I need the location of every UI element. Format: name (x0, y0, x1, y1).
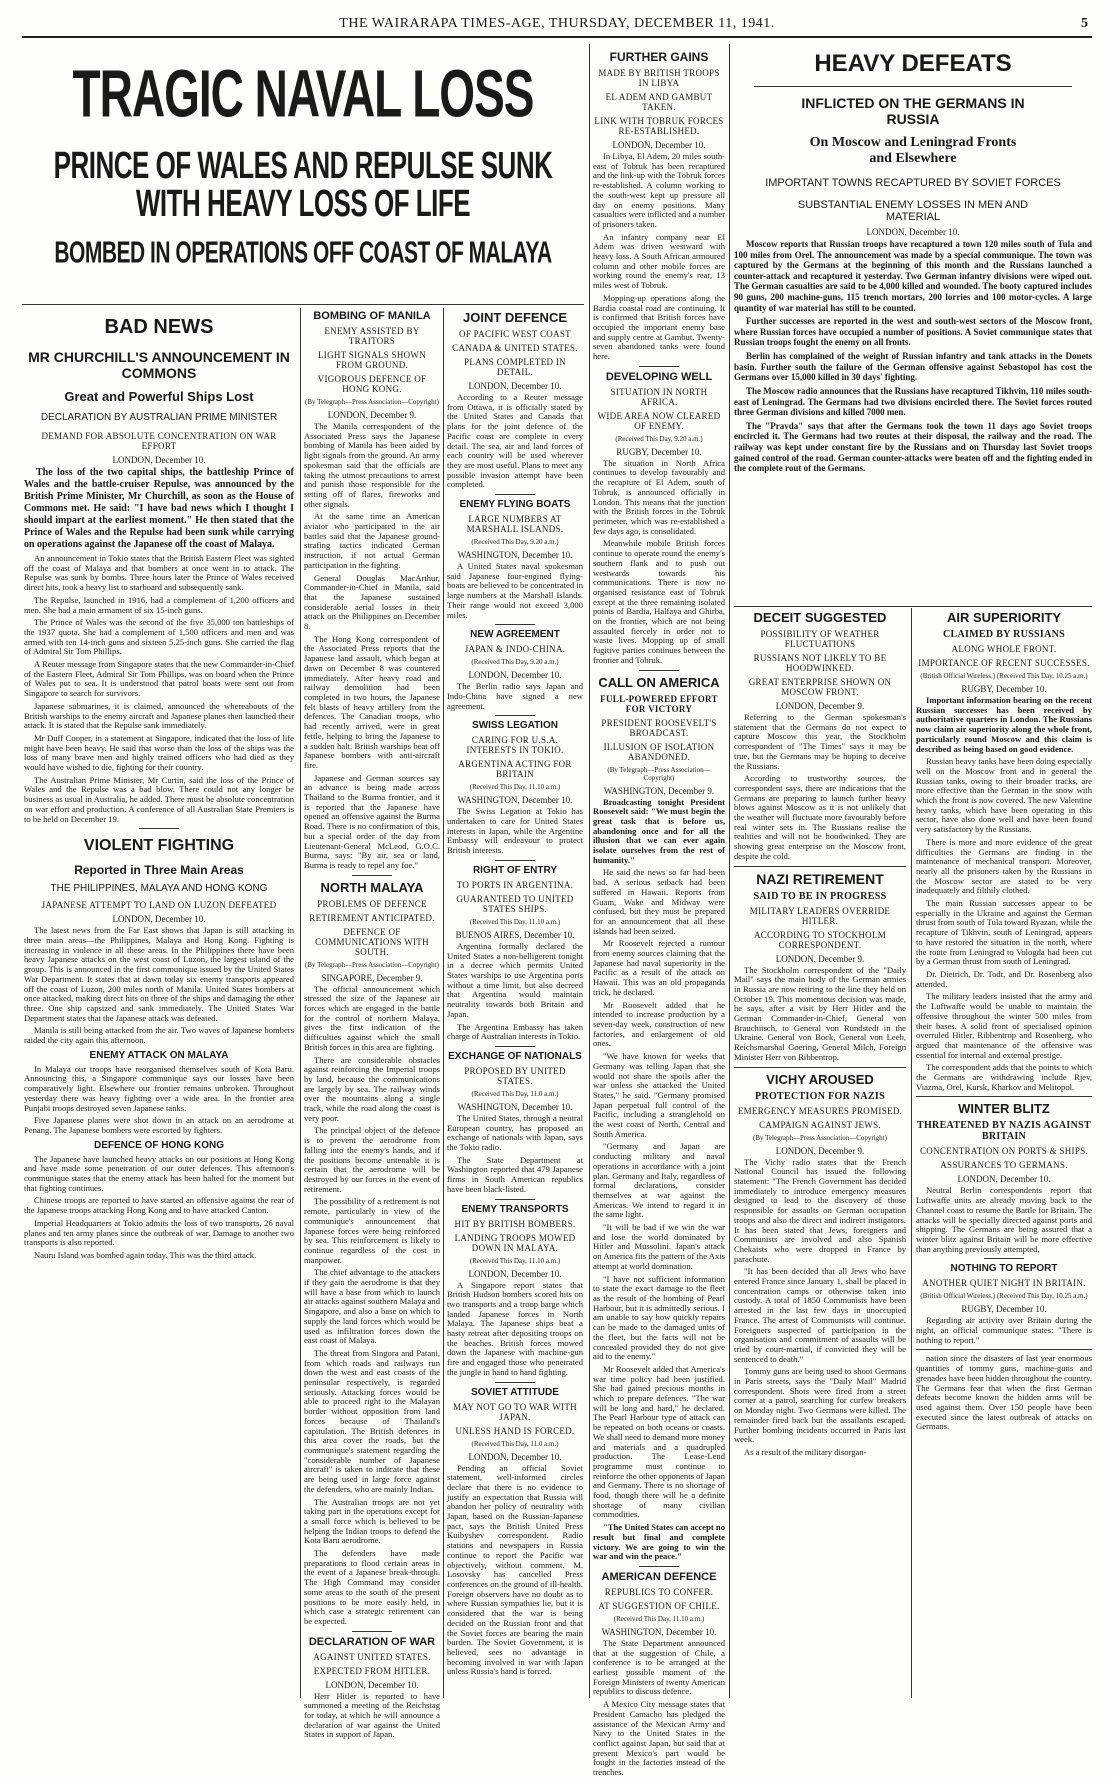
deceit-deck: GREAT ENTERPRISE SHOWN ON MOSCOW FRONT. (748, 677, 892, 697)
air-heading: AIR SUPERIORITY (946, 610, 1062, 625)
article-air-superiority (916, 610, 1092, 1696)
nazi-deck: MILITARY LEADERS OVERRIDE HITLER. (749, 905, 891, 926)
paragraph: Argentina formally declared the United States a non-belligerent tonight in a decree which permits United States warships to use Argentina ports without a time limit, but also decreed that Argentina would maintain neutrality towards both Britain and Japan. (447, 940, 583, 1019)
paragraph: The Vichy radio states that the French National Council has issued the following statement: "The French Government has decided immediately to introduce emergency measures designed to lead to the discovery of those responsible for assaults on German occupation troops and also the direct and indirect instigators. It has been stated that Jews, foreigners and Communists are involved and also Spanish Chekaists who were dropped in France by parachute. (734, 1156, 906, 1264)
paragraph: In Malaya our troops have reorganised themselves south of Kota Baru. Announcing this, a Singapore communique says our losses have been comparatively light. Elsewhere our frontier remains unbroken. Throughout yesterday there was heavy fighting over a wide area. In the frontier area Punjabi troops destroyed seven Japanese tanks. (24, 1063, 294, 1113)
swiss-heading: SWISS LEGATION (472, 720, 558, 732)
north-malaya-dateline: SINGAPORE, December 9. (321, 972, 423, 983)
vichy-dateline: LONDON, December 9. (775, 1145, 865, 1156)
paragraph: The State Department announced that at the suggestion of Chile, a conference is to be arranged at the earliest possible moment of the Foreign Ministers of twenty American republics to discuss defence. (593, 1637, 725, 1697)
divider (639, 1566, 679, 1567)
agreement-dateline: LONDON, December 10. (468, 670, 562, 681)
winter-dateline: LONDON, December 10. (957, 1174, 1051, 1185)
heavy-heading: HEAVY DEFEATS (814, 50, 1012, 77)
developing-dateline: RUGBY, December 10. (616, 446, 702, 457)
call-heading: CALL ON AMERICA (598, 674, 720, 690)
paragraph: Mr Duff Cooper, in a statement at Singapore, indicated that the loss of life might have been heavy. He said that worse than the loss of the ships was the loss of many brave men and highly trained officers who had died as they would have wished to die, fighting for their country. (24, 732, 294, 773)
nazi-heading: NAZI RETIREMENT (756, 870, 884, 887)
air-dateline: RUGBY, December 10. (961, 684, 1047, 694)
paragraph: Berlin has complained of the weight of Russian infantry and tank attacks in the Donets basin. Further south the failure of the German offensive against Sebastopol has cost the Germans over 15,000 killed in 30 days' fighting. (734, 351, 1092, 383)
paragraph: Pending an official Soviet statement, well-informed circles declare that there is no evidence to justify an expectation that Russia will abandon her policy of neutrality with Japan, based on the Russian-Japanese pact, says the British United Press Kuibyshev correspondent. Radio stations and newspapers in Russia continue to report the Pacific war objectively, without comment. M. Losovsky has cancelled Press conferences on the ground of ill-health. Foreign observers have no doubt as to where Russian sympathies lie, but it is considered that the war is being decided on the Russian front and that the Soviet forces are bearing the main burden. The Soviet Government, it is believed, sees no advantage in becoming involved in war with Japan unless Russia's hand is forced. (447, 1462, 583, 1677)
divider (984, 1258, 1024, 1259)
paragraph: The official announcement which stressed the size of the Japanese air forces which are engaged in the battle for the control of northern Malaya, gives the first indication of the difficulties against which the small British forces in this area are fighting. (304, 983, 440, 1052)
subhead-prince-of-wales: PRINCE OF WALES AND REPULSE SUNK (53, 143, 553, 187)
paragraph: Herr Hitler is reported to have summoned a meeting of the Reichstag for today, at which he will announce a declaration of war against the United States in support of Japan. (304, 1690, 440, 1740)
north-malaya-deck: DEFENCE OF COMMUNICATIONS WITH SOUTH. (315, 926, 429, 957)
heavy-fronts: On Moscow and Leningrad Fronts and Elsewhere (809, 135, 1017, 166)
divider (495, 494, 535, 495)
flying-boats-dateline: WASHINGTON, December 10. (457, 550, 573, 561)
paragraph: Imperial Headquarters at Tokio admits the loss of two transports, 26 naval planes and ten army planes since the outbreak of war. Damage to another two transports is also reported. (24, 1217, 294, 1248)
paragraph: "Germany and Japan are conducting military and naval operations in accordance with a joint plan. Germany and Italy, regardless of formal declarations, consider themselves at war against the Americas. We intend to regard it in the same light. (593, 1141, 725, 1220)
bad-news-dateline: LONDON, December 10. (112, 455, 206, 465)
paragraph: The Prince of Wales was the second of the five 35,000 ton battleships of the 1937 quota. She had a complement of 1,500 officers and men and was armed with ten 14-inch guns and sixteen 5.25-inch guns. She carried the flag of Admiral Sir Tom Phillips. (24, 617, 294, 657)
column-rule (729, 44, 730, 1698)
paragraph: Moscow reports that Russian troops have recaptured a town 120 miles south of Tula and 100 miles from Orel. The announcement was made by a special communique. The town was captured by the Germans at the beginning of this month and the Russians launched a counter-attack and recaptured it yesterday. Two German infantry divisions were wiped out. The German casualties are said to be 4,000 killed and wounded. The booty captured includes 90 guns, 200 machine-guns, 115 trench mortars, 200 lorries and 100 motor-cycles. A large quantity of war material has still to be counted. (734, 239, 1092, 313)
credit-line: (By Telegraph—Press Association—Copyright) (305, 398, 439, 406)
subhead-heavy-loss: WITH HEAVY LOSS OF LIFE (135, 181, 471, 225)
vichy-deck: EMERGENCY MEASURES PROMISED. (737, 1105, 903, 1116)
article-bad-news (24, 310, 294, 1696)
swiss-deck: CARING FOR U.S.A. INTERESTS IN TOKIO. (466, 735, 564, 756)
paragraph: The chief advantage to the attackers if they gain the aerodrome is that they will have a base from which to launch air attacks against southern Malaya and Singapore, and also a base on which to supply the land forces which would be used as infiltration forces down the east coast of Malaya. (304, 1267, 440, 1346)
joint-heading: JOINT DEFENCE (462, 310, 567, 325)
paragraph: A Singapore report states that British Hudson bombers scored hits on two transports and a troop barge which landed Japanese forces in North Malaya. The Japanese ships beat a hasty retreat after depositing troops on the beaches. British forces mowed down the Japanese with machine-gun fire and engaged those who penetrated the jungle in hand to hand fighting. (447, 1279, 583, 1377)
paragraph: Mr Roosevelt added that America's war time policy had been justified. She had gained precious months in which to prepare defences. "The war will be long and hard," he declared. The Pearl Harbour type of attack can be repeated on both oceans or coasts. We shall need to demand more money and materials and a quadrupled production. The Lease-Lend programme must continue to reinforce the other opponents of Japan and Germany. There is no shortage of food, though there will be a definite shortage of many civilian commodities. (593, 1363, 725, 1520)
paragraph: The threat from Singora and Patani, from which roads and railways run down the west and east coasts of the peninsular respectively, is regarded seriously. Attacking forces would be able to proceed right to the Malayan border without opposition from land forces because of Thailand's capitulation. The British defences in this area cover the roads, but the communique's statement regarding the "considerable number of Japanese aircraft" is taken to indicate that these are being used in large force against the defenders, who are mainly Indian. (304, 1347, 440, 1494)
article-joint-defence (447, 310, 583, 1696)
bad-news-deck: DEMAND FOR ABSOLUTE CONCENTRATION ON WAR EFFORT (41, 431, 277, 451)
manila-deck: VIGOROUS DEFENCE OF HONG KONG. (317, 374, 427, 394)
american-deck: REPUBLICS TO CONFER. (604, 1586, 714, 1597)
north-malaya-deck: RETIREMENT ANTICIPATED. (309, 912, 435, 923)
paragraph: Meanwhile mobile British forces continue to operate round the enemy's southern flank and to push out westwards towards his communications. There is now no organised resistance east of Tobruk except at the three remaining isolated points of Bardia, Halfaya and Ghirba, on the frontier, which are not being assaulted fiercely in order not to waste lives. Mopping up of small fugitive parties continues between the frontier and Tobruk. (593, 538, 725, 665)
vichy-heading: VICHY AROUSED (766, 1071, 874, 1087)
paragraph: The defenders have made preparations to flood certain areas in the event of a Japanese break-through. The High Command may consider some areas to the south of the present positions to be more easily held, in which case a strategic retirement can be expected. (304, 1548, 440, 1626)
manila-heading: BOMBING OF MANILA (313, 310, 431, 322)
credit-line: (By Telegraph—Press Association—Copyright) (753, 1133, 887, 1142)
transports-heading: ENEMY TRANSPORTS (461, 1203, 569, 1215)
nothing-dateline: RUGBY, December 10. (961, 1304, 1047, 1315)
air-deck: IMPORTANCE OF RECENT SUCCESSES. (918, 658, 1090, 668)
column-rule (911, 608, 912, 1698)
credit-line: (Received This Day, 9.20 a.m.) (471, 538, 559, 547)
paragraph: The Hong Kong correspondent of the Associated Press reports that the Japanese land assault, which began at dawn on December 8 was countered immediately. After heavy road and railway demolition had been completed in two hours, the Japanese felt blasts of heavy artillery from the defences. The Canadian troops, who had recently arrived, were in great fettle, helping to bring the Japanese to a sudden halt. British warships beat off Japanese bombers with anti-aircraft fire. (304, 633, 440, 770)
north-malaya-deck: PROBLEMS OF DEFENCE (317, 898, 427, 909)
violent-subhead: Reported in Three Main Areas (74, 863, 244, 878)
paragraph: The United States, through a neutral European country, has proposed an exchange of nationals with Japan, says the Tokio radio. (447, 1112, 583, 1153)
paragraph: The possibility of a retirement is not remote, particularly in view of the communique's announcement that Japanese forces were being reinforced by sea. This reinforcement is likely to continue regardless of the cost in manpower. (304, 1196, 440, 1265)
call-dateline: WASHINGTON, December 9. (603, 785, 715, 796)
paragraph: According to trustworthy sources, the correspondent says, there are indications that the Germans are preparing to launch further heavy blows against Moscow as it is not unlikely that the weather will fluctuate more favourably before real winter sets in. The Russians realise the realities and will not be hoodwinked. They are showing great enterprise on the Moscow front, despite the cold. (734, 773, 906, 861)
deceit-heading: DECEIT SUGGESTED (753, 610, 887, 625)
divider (495, 1382, 535, 1383)
divider (139, 828, 179, 829)
joint-deck: PLANS COMPLETED IN DETAIL. (464, 357, 566, 377)
credit-line: (Received This Day, 11.10 a.m.) (613, 1614, 705, 1623)
lead-headlines (22, 44, 584, 300)
deceit-deck: POSSIBILITY OF WEATHER FLUCTUATIONS (760, 629, 880, 649)
soviet-heading: SOVIET ATTITUDE (471, 1386, 559, 1398)
agreement-heading: NEW AGREEMENT (470, 629, 560, 641)
paragraph: The Manila correspondent of the Associated Press says the Japanese bombing of Manila has been aided by light signals from the ground. An army spokesman said that the officials are taking the utmost precautions to arrest and punish those responsible for the setting off of flares, fireworks and other signals. (304, 421, 440, 509)
paragraph: Russian heavy tanks have been doing especially well on the Moscow front and in general the Russian tanks, owing to their broader tracks, are more effective than the German in the snow with which the front is now covered. The new Valentine heavy tanks, which have been operating in this sector, have also done well and have been found very satisfactory by the Russians. (916, 756, 1092, 835)
credit-line: (British Official Wireless.) (Received This Day, 10.25 a.m.) (920, 1292, 1088, 1301)
divider (495, 624, 535, 625)
deceit-deck: RUSSIANS NOT LIKELY TO BE HOODWINKED. (753, 653, 887, 673)
paragraph: The military leaders insisted that the army and the Luftwaffe would be unable to maintain the offensive throughout the winter 500 miles from their bases. A solid front of specialised opinion overruled Hitler, Ribbentrop and Rosenberg, who argued that maintenance of the offensive was essential for internal and external prestige. (916, 991, 1092, 1060)
transports-deck: HIT BY BRITISH BOMBERS. (454, 1218, 576, 1229)
paragraph: "It will be bad if we win the war and lose the world dominated by Hitler and Mussolini. Japan's attack on America fits the pattern of the Axis attempt at world domination. (593, 1222, 725, 1271)
nazi-dateline: LONDON, December 9. (775, 953, 865, 964)
paragraph: Mopping-up operations along the Bardia coastal road are continuing. It is confirmed that British forces have occupied the important enemy base and supply centre at Gambut. Twenty-seven abandoned tanks were found here. (593, 292, 725, 362)
paragraph: The State Department at Washington reported that 479 Japanese firms in South American republics have been black-listed. (447, 1154, 583, 1194)
credit-line: (Received This Day, 9.20 a.m.) (615, 434, 703, 443)
credit-line: (Received This Day, 9.20 a.m.) (471, 658, 559, 667)
paragraph: The Swiss Legation at Tokio has undertaken to care for United States interests in Japan, while the Argentine Embassy will endeavour to protect British interests. (447, 806, 583, 856)
further-deck: EL ADEM AND GAMBUT TAKEN. (605, 92, 713, 112)
right-entry-heading: RIGHT OF ENTRY (472, 864, 558, 876)
rule (734, 1067, 906, 1068)
article-heavy-defeats (734, 46, 1092, 604)
rule-heavy (734, 606, 1092, 607)
declaration-heading: DECLARATION OF WAR (308, 1635, 436, 1648)
paragraph: Tommy guns are being used to shoot Germans in Paris streets, says the "Daily Mail" Madrid correspondent. Shots were fired from a street corner at a patrol, searching for curfew breakers on Monday night. Two Germans were killed. The remainder fired back but the assailants escaped. Further bombing incidents occurred in Paris last week. (734, 1366, 906, 1445)
paragraph: The Australian Prime Minister, Mr Curtin, said the loss of the Prince of Wales and the Repulse was a bad blow. There could not any longer be business as usual in Australia, he added. There must be absolute concentration on war effort and production. A conference of all Australian State Premiers is to be held on December 19. (24, 774, 294, 824)
air-deck: CLAIMED BY RUSSIANS (942, 629, 1066, 640)
deceit-dateline: LONDON, December 9. (775, 701, 865, 711)
right-entry-deck: TO PORTS IN ARGENTINA. (456, 879, 574, 890)
column-rule (443, 308, 444, 1698)
paragraph: Nauru Island was bombed again today. This was the third attack. (34, 1249, 257, 1260)
exchange-heading: EXCHANGE OF NATIONALS (448, 1050, 582, 1062)
winter-deck: ASSURANCES TO GERMANS. (940, 1160, 1068, 1171)
paragraph: Broadcasting tonight President Roosevelt said: "We must begin the great task that is before us, abandoning once and for all the illusion that we can ever again isolate ourselves from the rest of humanity." (593, 796, 725, 865)
further-dateline: LONDON, December 10. (612, 140, 706, 150)
paragraph: "We have known for weeks that Germany was telling Japan that she would not share the spoils after the war unless she attacked the United States," he said. "Germany promised Japan perpetual full control of the Pacific, including a stranglehold on the west coast of North, Central and South America. (593, 1051, 725, 1139)
paragraph: The correspondent adds that the points to which the Germans are withdrawing include Rjev, Viazma, Orel, Kursk, Kharkov and Melitopol. (916, 1062, 1092, 1092)
violent-areas: THE PHILIPPINES, MALAYA AND HONG KONG (50, 883, 268, 895)
vichy-deck: CAMPAIGN AGAINST JEWS. (759, 1119, 881, 1130)
call-deck: FULL-POWERED EFFORT FOR VICTORY (600, 693, 718, 714)
rule (734, 866, 906, 867)
winter-deck: CONCENTRATION ON PORTS & SHIPS. (919, 1146, 1089, 1157)
paragraph: In Libya, El Adem, 20 miles south-east of Tobruk has been recaptured and the link-up with the Tobruk forces re-established. A column working to the south-west kept up pressure all day on enemy positions. Many casualties were inflicted and a number of prisoners taken. (593, 151, 725, 229)
paragraph: A Mexico City message states that President Camacho has pledged the assistance of the Mexican Army and Navy to the United States in the conflict against Japan, but said that at present Mexico's part would be fought in the factories instead of the trenches. (593, 1699, 725, 1778)
heavy-dateline: LONDON, December 10. (866, 227, 960, 237)
joint-deck: CANADA & UNITED STATES. (452, 343, 578, 353)
paragraph: The Repulse, launched in 1916, had a complement of 1,200 officers and men. She had a main armament of six 15-inch guns. (24, 594, 294, 615)
paragraph: According to a Reuter message from Ottawa, it is officially stated by the United States and Canada that plans for the joint defence of the Pacific coast are complete in every detail. The sea, air and land forces of each country will be used wherever they are most useful. Plans to meet any possible invasion attempt have been completed. (447, 392, 583, 490)
rule-lead (22, 304, 584, 305)
bad-news-heading: BAD NEWS (104, 316, 214, 338)
developing-heading: DEVELOPING WELL (605, 370, 713, 383)
paragraph: "The United States can accept no result but final and complete victory. We are going to win the war and win the peace." (593, 1522, 725, 1562)
paragraph: Further successes are reported in the west and south-west sectors of the Moscow front, where Russian forces have occupied a number of positions. A Soviet communique states that Russian troops fought the enemy on all fronts. (734, 316, 1092, 348)
divider (495, 1046, 535, 1047)
nazi-deck: ACCORDING TO STOCKHOLM CORRESPONDENT. (753, 929, 887, 950)
vichy-deck: PROTECTION FOR NAZIS (755, 1090, 885, 1102)
further-heading: FURTHER GAINS (609, 50, 709, 64)
heavy-losses: SUBSTANTIAL ENEMY LOSSES IN MEN AND MATERIAL (797, 199, 1029, 223)
paragraph: The loss of the two capital ships, the battleship Prince of Wales and the battle-cruiser Repulse, was announced by the British Prime Minister, Mr Churchill, as soon as the House of Commons met. He said: "I have bad news which I thought I should impart at the earliest moment." He then stated that the Prince of Wales and the Repulse had been sunk while carrying on operations against the Japanese off the coast of Malaya. (24, 467, 294, 550)
paragraph: The Berlin radio says Japan and Indo-China have signed a new agreement. (447, 681, 583, 711)
paragraph: Chinese troops are reported to have started an offensive against the rear of the Japanese troops attacking Hong Kong and to have attacked Canton. (24, 1195, 294, 1216)
credit-line: (Received This Day, 11.10 a.m.) (469, 1256, 561, 1265)
further-deck: LINK WITH TOBRUK FORCES RE-ESTABLISHED. (594, 116, 724, 136)
credit-line: (Received This Day, 11.10 a.m.) (469, 917, 561, 926)
paragraph: Japanese and German sources say an advance is being made across Thailand to the Burma frontier, and it is reported that the Japanese have opened an offensive against the Burma Road. There is no confirmation of this, but a special order of the day from Lieutenant-General McLeod, G.O.C. Burma, says: "By air, sea or land, Burma is ready to repel any foe." (304, 772, 440, 870)
north-malaya-heading: NORTH MALAYA (320, 879, 424, 895)
declaration-deck: EXPECTED FROM HITLER. (313, 1665, 431, 1676)
developing-deck: SITUATION IN NORTH AFRICA. (610, 386, 708, 407)
rule (754, 86, 1072, 87)
paragraph: The main Russian successes appear to be especially in the Ukraine and against the German thrust from south of Tula toward Ryazan, while the recapture of Tikhvin, south of Leningrad, appears to have restored the situation in the north, where the route from Leningrad to Vologda had been cut by a German thrust from south of Leningrad. (916, 898, 1092, 967)
declaration-deck: AGAINST UNITED STATES. (313, 1651, 431, 1662)
declaration-dateline: LONDON, December 10. (325, 1679, 419, 1690)
paragraph: The "Pravda" says that after the Germans took the town 11 days ago Soviet troops encircled it. The Germans had two routes at their disposal, the railway and the road. The railway was kept under constant fire by the Russians and on Thursday last Soviet troops gained control of the road. German counter-attacks were beaten off and the fighting ended in the complete rout of the Germans. (734, 420, 1092, 474)
flying-boats-heading: ENEMY FLYING BOATS (459, 499, 571, 511)
paragraph: As a result of the military disorgan- (744, 1446, 867, 1457)
paragraph: A Reuter message from Singapore states that the new Commander-in-Chief of the Eastern Fleet, Admiral Sir Tom Phillips, was on board when the Prince of Wales put to sea. It is understood that patrol boats were sent out from Singapore to search for survivors. (24, 659, 294, 699)
soviet-deck: UNLESS HAND IS FORCED. (455, 1425, 575, 1436)
divider (639, 366, 679, 367)
paragraph: An infantry company near El Adem was driven westward with heavy loss. A South African armoured column and other mobile forces are working round the enemy's rear, 13 miles west of Tobruk. (593, 231, 725, 291)
nothing-heading: NOTHING TO REPORT (950, 1263, 1058, 1275)
joint-deck: OF PACIFIC WEST COAST (459, 329, 571, 339)
paragraph: Mr Roosevelt added that he intended to increase production by a seven-day week, construction of new factories, and enlargement of old ones. (593, 999, 725, 1049)
manila-deck: ENEMY ASSISTED BY TRAITORS (324, 326, 420, 346)
flying-boats-deck: LARGE NUMBERS AT MARSHALL ISLANDS. (466, 514, 564, 535)
paragraph: "I have not sufficient information to state the exact damage to the fleet as the result of the bombing of Pearl Harbour, but it is admittedly serious. I am unable to say how quickly repairs can be made to the damaged units of the fleet, but the facts will not be concealed provided they do not give aid to the enemy." (593, 1273, 725, 1362)
credit-line: (British Official Wireless.) (Received This Day, 10.25 a.m.) (920, 672, 1088, 680)
paragraph: Referring to the German spokesman's statement that the Germans do not expect to capture Moscow this year, the Stockholm correspondent of "The Times" says it may be true, but the Germans may be hoping to deceive the Russians. (734, 712, 906, 771)
article-further-gains (593, 46, 725, 1778)
divider (352, 1631, 392, 1632)
divider (495, 715, 535, 716)
article-deceit (734, 610, 906, 1696)
soviet-deck: MAY NOT GO TO WAR WITH JAPAN. (453, 1401, 577, 1422)
divider (495, 860, 535, 861)
winter-deck: THREATENED BY NAZIS AGAINST BRITAIN (917, 1120, 1091, 1143)
right-entry-deck: GUARANTEED TO UNITED STATES SHIPS. (456, 893, 574, 914)
paragraph: A United States naval spokesman said Japanese four-engined flying-boats are believed to be concentrated in large numbers at the Marshall Islands. Their range would not exceed 3,000 miles. (447, 561, 584, 620)
paragraph: The Australian troops are not yet taking part in the operations except for a small force which is believed to be helping the Indian troops to defend the Kota Baru aerodrome. (304, 1496, 440, 1546)
paragraph: "It has been decided that all Jews who have entered France since January 1, shall be placed in concentration camps or otherwise taken into custody. A total of 1850 Communists have been arrested in the last few days in unoccupied France. The arrest of Communists will continue. Foreigners suspected of participation in the organisation and commitment of assaults will be tried by court-martial, if convicted they will be sentenced to death." (734, 1266, 906, 1364)
heavy-towns: IMPORTANT TOWNS RECAPTURED BY SOVIET FORCES (765, 177, 1061, 189)
paragraph: The Argentina Embassy has taken charge of Australian interests in Tokio. (447, 1021, 583, 1042)
masthead-rule (22, 36, 1092, 38)
paragraph: Japanese submarines, it is claimed, announced the whereabouts of the British warships to the enemy aircraft and Japanese planes then launched their attack. It is stated that the Repulse sank immediately. (24, 700, 294, 731)
subhead-malaya: ENEMY ATTACK ON MALAYA (89, 1049, 229, 1061)
american-dateline: WASHINGTON, December 10. (601, 1626, 717, 1637)
nazi-deck: SAID TO BE IN PROGRESS (753, 890, 887, 902)
credit-line: (Received This Day, 11.10 a.m.) (469, 783, 561, 792)
page-number: 5 (1081, 16, 1088, 31)
column-rule (589, 44, 590, 1698)
swiss-dateline: WASHINGTON, December 10. (457, 795, 573, 806)
american-heading: AMERICAN DEFENCE (601, 1570, 717, 1583)
exchange-dateline: WASHINGTON, December 10. (457, 1101, 573, 1112)
paragraph: There are considerable obstacles against reinforcing the Imperial troops by land, because the communications are largely by sea. The railway winds over the mountains along a single track, while the road along the coast is very poor. (304, 1054, 440, 1123)
paragraph: He said the news so far had been bad. A serious setback had been suffered in Hawaii. Reports from Guam, Wake and Midway were confused, but they must be prepared for an announcement that all these islands had been seized. (593, 867, 725, 936)
violent-dateline: LONDON, December 10. (112, 914, 206, 925)
masthead-title: THE WAIRARAPA TIMES-AGE, THURSDAY, DECEMBER 11, 1941. (339, 16, 775, 31)
credit-line: (Received This Day, 11.0 a.m.) (471, 1439, 559, 1448)
paragraph: Manila is still being attacked from the air. Two waves of Japanese bombers raided the city again this afternoon. (24, 1025, 294, 1046)
paragraph: The latest news from the Far East shows that Japan is still attacking in three main areas—the Philippines, Malaya and Hong Kong. Fighting is increasing in violence in all these areas. In the Philippines there have been heavy Japanese attacks on the west coast of Luzon, the largest island of the group. This is announced in the first communique issued by the United States War Department. It states that at dawn today six enemy transports appeared off the coast of Luzon, 200 miles north of Manila. United States bombers at once attacked, making direct hits on three of the ships and damaging the other three. One ship capsized and sank immediately. The United States War Department states that the Japanese attack was defeated. (24, 925, 294, 1023)
transports-dateline: LONDON, December 10. (468, 1268, 562, 1279)
paragraph: Dr. Dietrich, Dr. Todt, and Dr. Rosenberg also attended. (916, 968, 1092, 989)
developing-deck: WIDE AREA NOW CLEARED OF ENEMY. (597, 410, 721, 431)
further-deck: MADE BY BRITISH TROOPS IN LIBYA (598, 68, 720, 88)
divider (639, 670, 679, 671)
manila-deck: LIGHT SIGNALS SHOWN FROM GROUND. (317, 350, 427, 370)
paragraph: General Douglas MacArthur, Commander-in-Chief in Manila, said that the Japanese sustained considerable aerial losses in their attack on the Philippines on December 8. (304, 572, 440, 632)
paragraph: Important information bearing on the recent Russian successes has been received by authoritative quarters in London. The Russians now claim air superiority along the whole front, particularly round Moscow and this claim is described as being based on good evidence. (916, 695, 1092, 754)
winter-heading: WINTER BLITZ (958, 1101, 1050, 1117)
swiss-deck: ARGENTINA ACTING FOR BRITAIN (458, 759, 572, 780)
joint-dateline: LONDON, December 10. (468, 381, 562, 391)
air-deck: ALONG WHOLE FRONT. (951, 644, 1057, 654)
subhead-bombed: BOMBED IN OPERATIONS OFF COAST OF MALAYA (54, 236, 552, 270)
soviet-dateline: LONDON, December 10. (468, 1451, 562, 1462)
credit-line: (Received This Day, 11.0 a.m.) (471, 1089, 559, 1098)
subhead-hong-kong: DEFENCE OF HONG KONG (93, 1139, 224, 1151)
paragraph: The situation in North Africa continues to develop favourably and the recapture of El Adem, south of Tobruk, is announced officially in London. This means that the junction with the British forces in the Tobruk perimeter, which was re-established a few days ago, is consolidated. (593, 457, 725, 536)
call-deck: ILLUSION OF ISOLATION ABANDONED. (603, 741, 715, 762)
paragraph: nation since the disasters of last year enormous quantities of tommy guns, machine-guns and grenades have been hidden throughout the country. The Germans fear that when the first German defeats become known the hidden arms will be used against them. Over 150 people have been executed since the latest outbreak of attacks on Germans. (916, 1353, 1092, 1432)
article-manila (304, 310, 440, 1740)
paragraph: The Japanese have launched heavy attacks on our positions at Hong Kong and have made some penetration of our outer defences. This afternoon's communique states that the enemy attack has been halted for the moment but that fighting continues. (24, 1153, 294, 1193)
paragraph: Neutral Berlin correspondents report that Luftwaffe units are already moving back to the Channel coast to resume the Battle for Britain. The attacks will be specially directed against ports and shipping. The Germans are being assured that a winter blitz against Britain will be more effective than anything previously attempted, (916, 1185, 1092, 1254)
divider (352, 875, 392, 876)
right-entry-dateline: BUENOS AIRES, December 10. (455, 929, 575, 940)
exchange-deck: PROPOSED BY UNITED STATES. (464, 1065, 566, 1086)
paragraph: Regarding air activity over Britain during the night, an official communique states: "There is nothing to report." (916, 1315, 1092, 1345)
violent-deck: JAPANESE ATTEMPT TO LAND ON LUZON DEFEATED (41, 900, 277, 911)
agreement-deck: JAPAN & INDO-CHINA. (464, 644, 566, 655)
paragraph: An announcement in Tokio states that the British Eastern Fleet was sighted off the coast of Malaya and that bombers at once went in to attack. The Repulse was sunk by bombs. Three hours later the Prince of Wales received direct hits, took a heavy list to starboard and subsequently sank. (24, 553, 294, 593)
paragraph: The principal object of the defence is to prevent the aerodrome from falling into the enemy's hands, and if the positions become untenable it is certain that the aerodrome will be destroyed by our forces in the event of retirement. (304, 1125, 440, 1194)
paragraph: Mr Roosevelt rejected a rumour from enemy sources claiming that the Japanese had naval superiority in the Pacific as a result of the attack on Hawaii. This was an old propaganda trick, he declared. (593, 938, 725, 997)
main-headline: TRAGIC NAVAL LOSS (72, 55, 534, 132)
bad-news-subhead: MR CHURCHILL'S ANNOUNCEMENT IN COMMONS (28, 349, 290, 381)
rule (916, 1096, 1092, 1097)
violent-heading: VIOLENT FIGHTING (83, 837, 235, 855)
american-deck: AT SUGGESTION OF CHILE. (598, 1600, 720, 1611)
manila-dateline: LONDON, December 9. (327, 410, 417, 420)
call-deck: PRESIDENT ROOSEVELT'S BROADCAST. (601, 717, 717, 738)
paragraph: The Moscow radio announces that the Russians have recaptured Tikhvin, 110 miles south-east of Leningrad. The Germans had two divisions encircled there. The Soviet forces routed three German divisions and killed 7000 men. (734, 385, 1092, 418)
rule (916, 1349, 1092, 1350)
divider (495, 1199, 535, 1200)
credit-line: (By Telegraph—Press Association—Copyright) (305, 960, 439, 969)
nothing-deck: ANOTHER QUIET NIGHT IN BRITAIN. (922, 1278, 1086, 1289)
bad-news-declaration: DECLARATION BY AUSTRALIAN PRIME MINISTER (40, 412, 278, 423)
paragraph: The Stockholm correspondent of the "Daily Mail" says the main body of the German armies in Russia are now retiring to the line they held on October 19. This momentous decision was made, he says, after a visit by Herr Hitler and the German Commander-in-Chief, General von Brauchitsch, to General von Rundstedt in the Ukraine. General von Bock, General von Leeb, Reichsmarshal Goering, General Milch, Foreign Minister Herr von Ribbentrop. (734, 964, 906, 1062)
paragraph: There is more and more evidence of the great difficulties the Germans are finding in the maintenance of mechanical transport. Moreover, nearly all the prisoners taken by the Russians in the Moscow sector are stated to be very inadequately and filthily clothed. (916, 836, 1092, 896)
credit-line: (By Telegraph—Press Association—Copyright) (607, 765, 711, 782)
bad-news-subhead-ships: Great and Powerful Ships Lost (64, 389, 254, 404)
masthead (0, 0, 1114, 42)
paragraph: Five Japanese planes were shot down in an attack on an aerodrome at Penang. The Japanese bombers were escorted by fighters. (24, 1115, 294, 1135)
column-rule (300, 308, 301, 1698)
paragraph: At the same time an American aviator who participated in the air battles said that the Japanese ground-strafing tactics indicated German instruction, if not actual German participation in the fighting. (304, 511, 440, 570)
heavy-subhead: INFLICTED ON THE GERMANS IN RUSSIA (801, 95, 1025, 127)
transports-deck: LANDING TROOPS MOWED DOWN IN MALAYA. (454, 1232, 576, 1253)
